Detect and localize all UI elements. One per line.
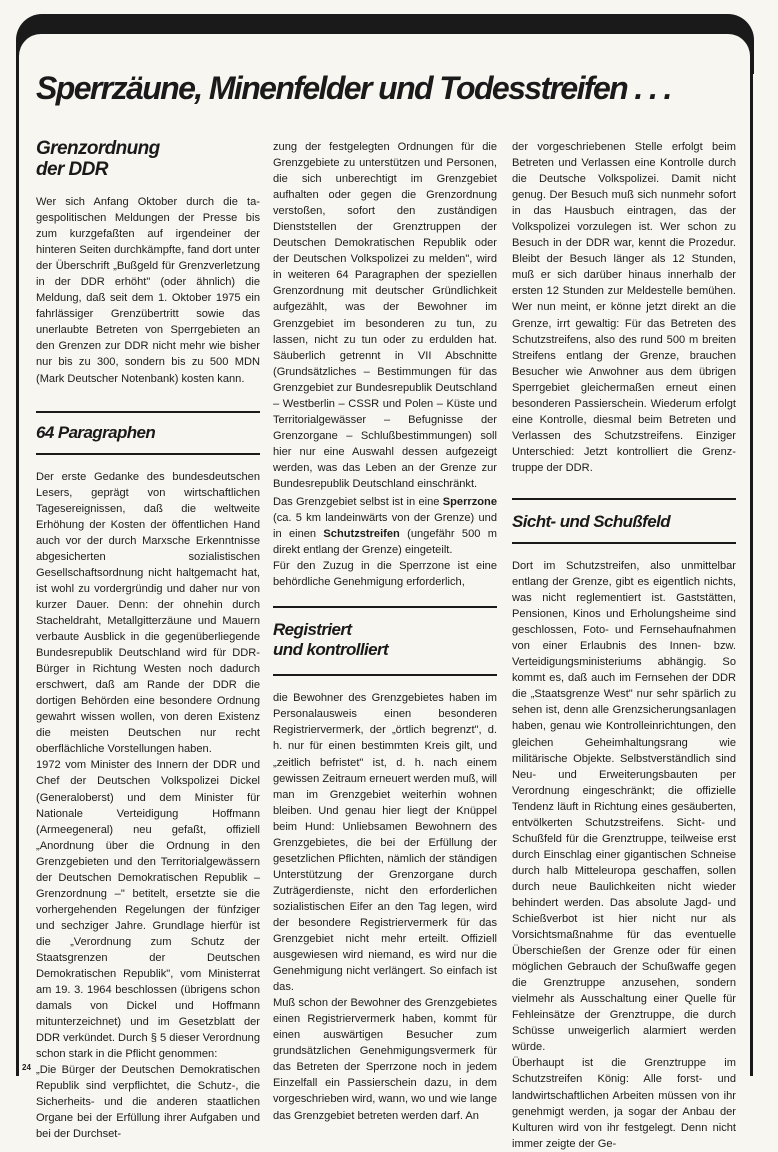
text-run: (ungefähr 500 m direkt entlang der Grenze) eingeteilt. (273, 528, 497, 557)
column-right (512, 139, 736, 1152)
heading-line: und kontrolliert (273, 640, 389, 660)
page-title: Sperrzäune, Minenfelder und Todesstreifen . . . (36, 70, 671, 106)
section-heading-sicht-schussfeld: Sicht- und Schußfeld (512, 511, 670, 531)
frame-left-border (16, 50, 19, 1076)
paragraph: Muß schon der Bewohner des Grenzgebietes einen Registriervermerk haben, kommt für einen auswärtigen Besucher zum grundsätzlichen Genehmigungsvermerk für das Betreten der Sperrzone noch in jedem Einzelfall ein Passierschein dazu, in dem vorgeschrieben wird, wann, wo und wie lange das Grenzgebiet betreten werden darf. An (273, 997, 497, 1122)
column-middle (273, 139, 497, 1124)
frame-right-border (750, 50, 753, 1076)
column-left (36, 138, 260, 1143)
paragraph: Dort im Schutzstreifen, also unmittelbar entlang der Grenze, gibt es eigentlich nichts, was nicht reglementiert ist. Gaststätten, Pensionen, Kinos und Erholungsheime sind geschlossen, Foto- und Fernsehaufnahmen von einer Erlaubnis des Innen- bzw. Verteidigungsministeriums abhängig. So kommt es, daß auch im Fernsehen der DDR die „Staatsgrenze West" nur sehr spärlich zu sehen ist, denn alle Grenzsicherungsanlagen haben, genau wie Kontrolleinrichtungen, den gleichen Geheimhaltungsrang wie militärische Objekte. Selbstverständlich sind Neu- und Erweiterungsbauten per Verordnung eingeschränkt; die offizielle Tendenz läuft in Richtung eines gesäuberten, entvölkerten Schutzstreifens. Sicht- und Schußfeld für die Grenztruppe, teilweise erst durch Einschlag einer gigantischen Schneise durch halb Mitteleuropa geschaffen, sollen durch neue Baulichkeiten nicht wieder behindert werden. Das absolute Jagd- und Schießverbot ist hier nicht nur als Vorsichtsmaßnahme für das eventuelle Überschießen der Grenze oder für einen möglichen Gebrauch der Schußwaffe gegen die Grenztruppe anzusehen, sondern vielmehr als Ausschaltung einer Quelle für Fehleinsätze der Grenztruppe, die durch Schüsse unweigerlich alarmiert werden würde. (512, 559, 736, 1054)
text-run: (ca. 5 km landeinwärts von der Grenze) und in einen (273, 512, 497, 541)
heading-line: Registriert (273, 620, 352, 640)
term-schutzstreifen: Schutzstreifen (323, 528, 400, 541)
paragraph: die Bewohner des Grenzgebietes haben im Personalausweis einen besonderen Registriervermerk, der „örtlich begrenzt", d. h. nur für einen bestimmten Kreis gilt, und „zeitlich befristet" ist, d. h. nach einem gewissen Zeitraum erneuert werden muß, will man im Grenzgebiet weiterhin wohnen bleiben. Und genau hier liegt der Knüppel beim Hund: Unliebsamen Bewohnern des Grenzgebietes, die bei der Erfüllung der gesetzlichen Pflichten, nämlich der ständigen Unterstützung der Grenzorgane durch Zuträgerdienste, nicht den erforderlichen sozialistischen Eifer an den Tag legen, wird der besondere Registriervermerk für das Grenzgebiet nicht mehr erteilt. Offiziell ausgewiesen wird niemand, es wird nur die Genehmigung nicht verlängert. So einfach ist das. (273, 692, 497, 994)
paragraph (273, 494, 497, 558)
term-sperrzone: Sperrzone (442, 496, 497, 509)
paragraph: Der erste Gedanke des bundesdeutschen Lesers, geprägt von wirtschaftlichen Tagesereignissen, daß die weltweite Erhöhung der Kosten der öffentlichen Hand auch vor der durch Marxsche Erkenntnisse abgesicherten sozialistischen Gesellschaftsordnung nicht haltgemacht hat, ist wohl zu vordergründig und daher nur von kurzer Dauer. Denn: der ohnehin durch Stacheldraht, Metallgitterzäune und Mauern verbaute Ausblick in die gegenüberliegende Bundesrepublik Deutschland wird für DDR-Bürger in Richtung Westen noch dadurch erschwert, daß am Rande der DDR die dortigen Behörden eine besondere Ordnung gewahrt wissen wollen, von deren Existenz die meisten Deutschen nur recht oberflächliche Vorstellungen haben. (36, 470, 260, 756)
paragraph: Überhaupt ist die Grenztruppe im Schutzstreifen König: Alle forst- und landwirtschaftlichen Arbeiten müssen von ihr genehmigt werden, ja sogar der Anbau der Kulturen wird von ihr festgelegt. Denn nicht immer zeigte der Ge- (512, 1057, 736, 1150)
section-heading-grenzordnung (36, 138, 260, 180)
section-heading-paragraphen: 64 Paragraphen (36, 422, 156, 442)
heading-line: Grenzordnung (36, 138, 160, 159)
paragraph: 1972 vom Minister des Innern der DDR und Chef der Deutschen Volkspolizei Dickel (Generaloberst) und dem Minister für Nationale Verteidigung Hoffmann (Armeegeneral) neu gefaßt, offiziell „Anordnung über die Ordnung in den Grenzgebieten und den Territorialgewässern der Deutschen Demokratischen Republik – Grenzordnung –" betitelt, ersetzte sie die vorhergehenden Regelungen der fünfziger und sechziger Jahre. Grundlage hierfür ist die „Verordnung zum Schutz der Staatsgrenzen der Deutschen Demokratischen Republik", vom Ministerrat am 19. 3. 1964 beschlossen (übrigens schon damals von Dickel und Hoffmann mitunterzeichnet) und im Gesetzblatt der DDR verkündet. Durch § 5 dieser Verordnung schon stark in die Pflicht genommen: (36, 759, 260, 1061)
paragraph: Für den Zuzug in die Sperrzone ist eine behördliche Genehmigung erforderlich, (273, 560, 497, 589)
text-run: Das Grenzgebiet selbst ist in eine (273, 496, 443, 509)
paragraph: zung der festgelegten Ordnungen für die Grenzgebiete zu unterstützen und Personen, die sich unberechtigt im Grenzgebiet aufhalten oder gegen die Grenzordnung verstoßen, sofort den zuständigen Dienststellen der Grenztruppen der Deutschen Demokratischen Republik oder der Deutschen Volkspolizei zu melden", wird in weiteren 64 Paragraphen der speziellen Grenzordnung mit deutscher Gründlichkeit aufgezählt, was der Bewohner im Grenzgebiet im besonderen zu tun, zu lassen, nicht zu tun oder zu erdulden hat. Säuberlich getrennt in VII Abschnitte (Grundsätzliches – Bestimmungen für das Grenzgebiet zur Bundesrepublik Deutschland – Westberlin – CSSR und Polen – Küste und Territorialgewässer – Befugnisse der Grenzorgane – Schlußbestimmungen) soll hier nur eine Auswahl dessen aufgezeigt werden, was das Leben an der Grenze zur Bundesrepublik Deutschland einschränkt. (273, 141, 497, 490)
paragraph: „Die Bürger der Deutschen Demokratischen Republik sind verpflichtet, die Schutz-, die Sicherheits- und die anderen staatlichen Organe bei der Erfüllung ihrer Aufgaben und bei der Durchset- (36, 1064, 260, 1141)
page-number: 24 (22, 1063, 31, 1072)
paragraph: Wer sich Anfang Oktober durch die tagespolitischen Meldungen der Presse bis zum kurzgefaßten auf irgendeiner der hinteren Seiten durchkämpfte, fand dort unter der Überschrift „Bußgeld für Grenzverletzung in der DDR erhöht" (oder ähnlich) die Meldung, daß seit dem 1. Oktober 1975 ein fahrlässiger Grenzübertritt sowie das unerlaubte Betreten von Sperrgebieten an den Grenzen zur DDR nicht mehr wie bisher nur bis zu 300, sondern bis zu 500 MDN (Mark Deutscher Notenbank) kosten kann. (36, 196, 260, 385)
heading-line: der DDR (36, 159, 108, 180)
paragraph: der vorgeschriebenen Stelle erfolgt beim Betreten und Verlassen eine Kontrolle durch die Deutsche Volkspolizei. Damit nicht genug. Der Besuch muß sich nunmehr sofort in das Hausbuch eintragen, das der Volkspolizei vorzulegen ist. Wer schon zu Besuch in der DDR war, kennt die Prozedur. Bleibt der Besuch länger als 12 Stunden, muß er sich darüber hinaus innerhalb der ersten 12 Stunden zur Meldestelle bemühen. Wer nun meint, er könne jetzt direkt an die Grenze, irrt gewaltig: Für das Betreten des Schutzstreifens, also des rund 500 m breiten Streifens entlang der Grenze, brauchen Besucher wie Anwohner aus dem übrigen Sperrgebiet gleichermaßen erneut einen besonderen Passierschein. Wiederum erfolgt eine Kontrolle, diesmal beim Betreten und Verlassen des Schutzstreifens. Einziger Unterschied: Jetzt kontrolliert die Grenztruppe der DDR. (512, 141, 736, 474)
section-heading-registriert (273, 620, 497, 660)
